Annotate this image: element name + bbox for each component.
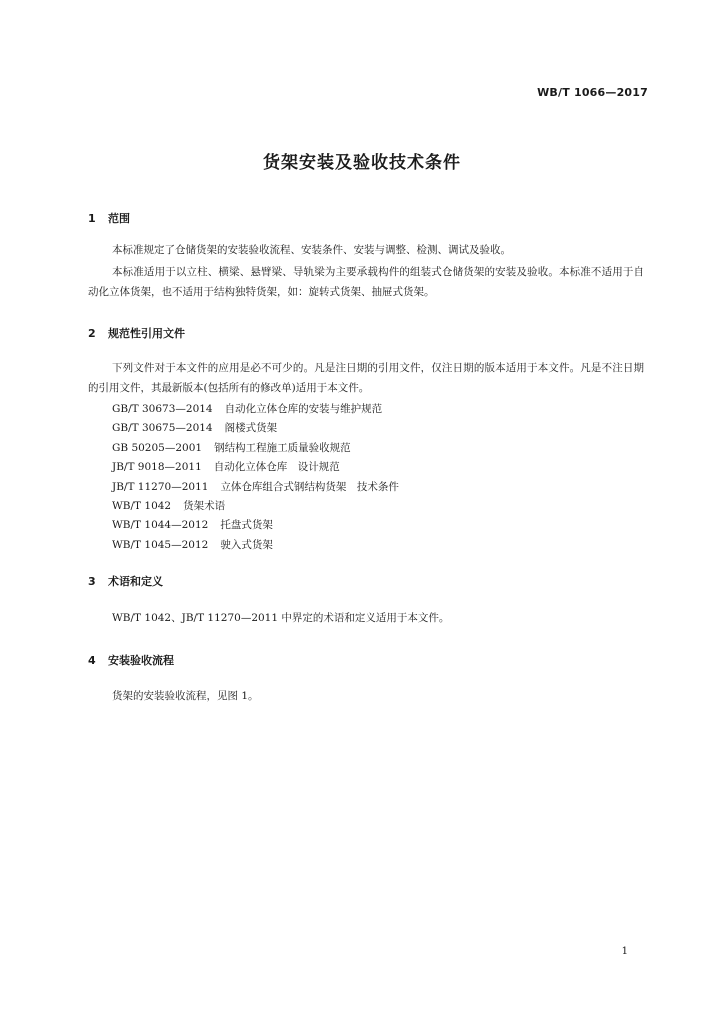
section-4-paragraph-1: 货架的安装验收流程，见图 1。	[112, 690, 259, 702]
section-3-heading	[88, 573, 163, 589]
reference-item	[112, 536, 399, 555]
page-number: 1	[621, 946, 628, 957]
reference-item	[112, 478, 399, 497]
section-3-paragraph-1: WB/T 1042、JB/T 11270—2011 中界定的术语和定义适用于本文件。	[112, 612, 450, 624]
section-heading-text: 安装验收流程	[108, 654, 174, 667]
section-number: 4	[88, 654, 96, 667]
reference-title: 自动化立体仓库的安装与维护规范	[224, 403, 383, 415]
reference-title: 自动化立体仓库 设计规范	[213, 461, 340, 474]
standard-code: WB/T 1066—2017	[537, 86, 648, 99]
reference-code: JB/T 11270—2011	[112, 480, 209, 493]
section-1-heading	[88, 210, 130, 226]
section-1-paragraph-2: 本标准适用于以立柱、横梁、悬臂梁、导轨梁为主要承载构件的组装式仓储货架的安装及验收。本标准不适用于自动化立体货架，也不适用于结构独特货架，如：旋转式货架、抽屉式货架。	[88, 266, 644, 298]
section-2-heading	[88, 325, 185, 341]
section-number: 2	[88, 327, 96, 340]
section-number: 3	[88, 575, 96, 588]
document-title: 货架安装及验收技术条件	[263, 153, 461, 173]
reference-item	[112, 516, 399, 535]
reference-item	[112, 400, 399, 419]
reference-title: 驶入式货架	[220, 538, 273, 551]
reference-title: 阁楼式货架	[224, 422, 278, 435]
reference-code: GB/T 30675—2014	[112, 422, 213, 435]
reference-code: GB/T 30673—2014	[112, 403, 213, 415]
section-4-heading	[88, 652, 174, 668]
reference-title: 托盘式货架	[220, 519, 273, 532]
reference-item	[112, 497, 399, 516]
section-heading-text: 术语和定义	[108, 575, 163, 588]
normative-references-list	[112, 400, 399, 555]
reference-code: WB/T 1044—2012	[112, 519, 209, 532]
reference-code: WB/T 1042	[112, 499, 172, 512]
reference-code: WB/T 1045—2012	[112, 538, 209, 551]
section-number: 1	[88, 212, 96, 225]
section-heading-text: 范围	[108, 212, 130, 225]
reference-title: 钢结构工程施工质量验收规范	[214, 441, 351, 454]
section-heading-text: 规范性引用文件	[108, 327, 185, 340]
reference-item	[112, 439, 399, 458]
reference-code: GB 50205—2001	[112, 441, 203, 454]
section-2-paragraph-1: 下列文件对于本文件的应用是必不可少的。凡是注日期的引用文件，仅注日期的版本适用于本文件。凡是不注日期的引用文件，其最新版本(包括所有的修改单)适用于本文件。	[88, 362, 644, 394]
section-1-paragraph-1: 本标准规定了仓储货架的安装验收流程、安装条件、安装与调整、检测、调试及验收。	[112, 244, 511, 256]
reference-title: 货架术语	[183, 499, 226, 512]
reference-item	[112, 419, 399, 438]
reference-code: JB/T 9018—2011	[112, 461, 202, 474]
reference-item	[112, 458, 399, 477]
reference-title: 立体仓库组合式钢结构货架 技术条件	[220, 480, 399, 493]
